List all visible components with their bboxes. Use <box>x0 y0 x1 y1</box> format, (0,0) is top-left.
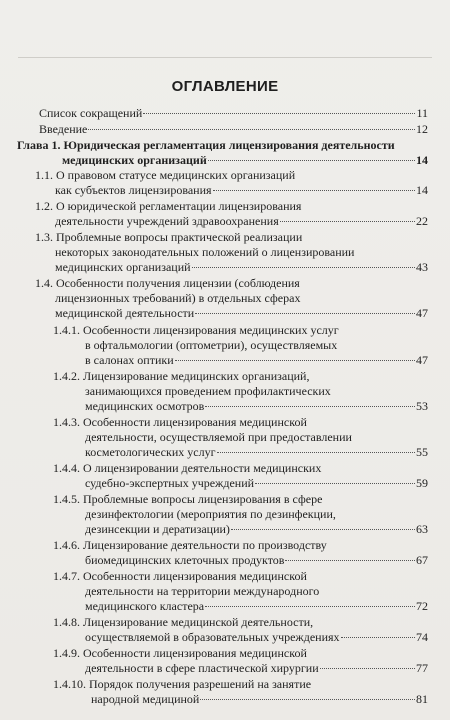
toc-entry-text: деятельности, осуществляемой при предоставлении <box>85 430 352 444</box>
toc-entry-page: 47 <box>416 306 428 320</box>
dot-leader <box>280 221 415 222</box>
toc-entry-text: некоторых законодательных положений о лицензировании <box>55 245 355 259</box>
dot-leader <box>200 699 415 700</box>
toc-entry-text: дезинсекции и дератизации) <box>85 522 230 536</box>
toc-entry-text: 1.4.9. Особенности лицензирования медицинской <box>53 646 307 660</box>
toc-entry-text: 1.4.2. Лицензирование медицинских организаций, <box>53 369 310 383</box>
toc-entry-text: 1.4.7. Особенности лицензирования медицинской <box>53 569 307 583</box>
toc-entry-page: 14 <box>416 183 428 197</box>
toc-entry-text: 1.4.10. Порядок получения разрешений на занятие <box>53 677 312 691</box>
toc-entry-page: 53 <box>416 399 428 413</box>
toc-entry <box>35 230 428 275</box>
toc-entry <box>39 106 428 121</box>
toc-entry-text: косметологических услуг <box>85 445 216 459</box>
toc-entry-page: 47 <box>416 353 428 367</box>
toc-entry-text: медицинского кластера <box>85 599 205 613</box>
dot-leader <box>255 483 415 484</box>
toc-entry-text: дезинфектологии (мероприятия по дезинфекции, <box>85 507 336 521</box>
toc-entry-page: 67 <box>416 553 428 567</box>
dot-leader <box>195 313 415 314</box>
toc-entry-text: 1.4.4. О лицензировании деятельности медицинских <box>53 461 322 475</box>
toc-entry-text: 1.4.8. Лицензирование медицинской деятельности, <box>53 615 314 629</box>
dot-leader <box>341 637 415 638</box>
toc-entry-text: народной медициной <box>91 692 200 706</box>
toc-entry-page: 59 <box>416 476 428 490</box>
toc-entry-text: 1.4.5. Проблемные вопросы лицензирования в сфере <box>53 492 323 506</box>
toc-entry-text: деятельности в сфере пластической хирургии <box>85 661 319 675</box>
toc-entry-page: 72 <box>416 599 428 613</box>
dot-leader <box>205 606 415 607</box>
toc-chapter <box>17 138 428 168</box>
toc-entry-text: в салонах оптики <box>85 353 174 367</box>
header-rule <box>18 57 432 58</box>
toc-entry-text: 1.3. Проблемные вопросы практической реализации <box>35 230 303 244</box>
toc-entry-text: в офтальмологии (оптометрии), осуществляемых <box>85 338 338 352</box>
toc-entry <box>53 569 428 614</box>
toc-entry-text: медицинской деятельности <box>55 306 195 320</box>
toc-entry-text: судебно-экспертных учреждений <box>85 476 255 490</box>
dot-leader <box>213 190 415 191</box>
toc-entry-text: занимающихся проведением профилактических <box>85 384 331 398</box>
toc-entry <box>53 415 428 460</box>
toc-entry <box>53 461 428 491</box>
dot-leader <box>231 529 415 530</box>
toc-entry <box>53 323 428 368</box>
toc-entry-text: как субъектов лицензирования <box>55 183 212 197</box>
dot-leader <box>285 560 415 561</box>
toc-entry-text: 1.4.6. Лицензирование деятельности по производству <box>53 538 327 552</box>
toc-entry <box>39 122 428 137</box>
toc-entry-text: 1.4. Особенности получения лицензии (соблюдения <box>35 276 300 290</box>
toc-entry-page: 77 <box>416 661 428 675</box>
toc-entry-page: 22 <box>416 214 428 228</box>
toc-entry <box>35 199 428 229</box>
dot-leader <box>175 360 415 361</box>
toc-entry-page: 11 <box>416 106 428 120</box>
toc-entry-page: 81 <box>416 692 428 706</box>
toc-entry <box>53 369 428 414</box>
toc-entry <box>35 168 428 198</box>
toc-entry-page: 55 <box>416 445 428 459</box>
toc-entry-text: медицинских организаций <box>62 153 207 167</box>
toc-entry-text: деятельности учреждений здравоохранения <box>55 214 279 228</box>
toc-entry-text: Список сокращений <box>39 106 143 120</box>
toc-entry-text: деятельности на территории международного <box>85 584 320 598</box>
toc-entry-text: медицинских осмотров <box>85 399 205 413</box>
toc-entry <box>53 538 428 568</box>
toc-entry-text: осуществляемой в образовательных учреждениях <box>85 630 340 644</box>
toc-entry <box>35 276 428 321</box>
toc-entry-text: 1.4.3. Особенности лицензирования медицинской <box>53 415 307 429</box>
dot-leader <box>192 267 415 268</box>
toc-entry-page: 12 <box>416 122 428 136</box>
dot-leader <box>208 160 415 161</box>
toc-entry-text: лицензионных требований) в отдельных сферах <box>55 291 301 305</box>
toc-entry <box>53 677 428 707</box>
toc-entry-text: 1.2. О юридической регламентации лицензирования <box>35 199 302 213</box>
toc-entry <box>53 615 428 645</box>
toc-entry-page: 43 <box>416 260 428 274</box>
toc-entry-text: Глава 1. Юридическая регламентация лицензирования деятельности <box>17 138 395 152</box>
toc-entry-page: 74 <box>416 630 428 644</box>
dot-leader <box>320 668 415 669</box>
toc-entry-page: 14 <box>416 153 428 167</box>
dot-leader <box>88 129 415 130</box>
dot-leader <box>205 406 415 407</box>
toc-entry <box>53 646 428 676</box>
toc-entry-text: Введение <box>39 122 88 136</box>
dot-leader <box>143 113 415 114</box>
toc-entry <box>53 492 428 537</box>
toc-entry-text: 1.1. О правовом статусе медицинских организаций <box>35 168 296 182</box>
toc-entry-text: биомедицинских клеточных продуктов <box>85 553 285 567</box>
page-title: ОГЛАВЛЕНИЕ <box>171 78 279 95</box>
toc-entry-text: 1.4.1. Особенности лицензирования медицинских услуг <box>53 323 339 337</box>
toc-entry-page: 63 <box>416 522 428 536</box>
toc-entry-text: медицинских организаций <box>55 260 191 274</box>
dot-leader <box>217 452 416 453</box>
